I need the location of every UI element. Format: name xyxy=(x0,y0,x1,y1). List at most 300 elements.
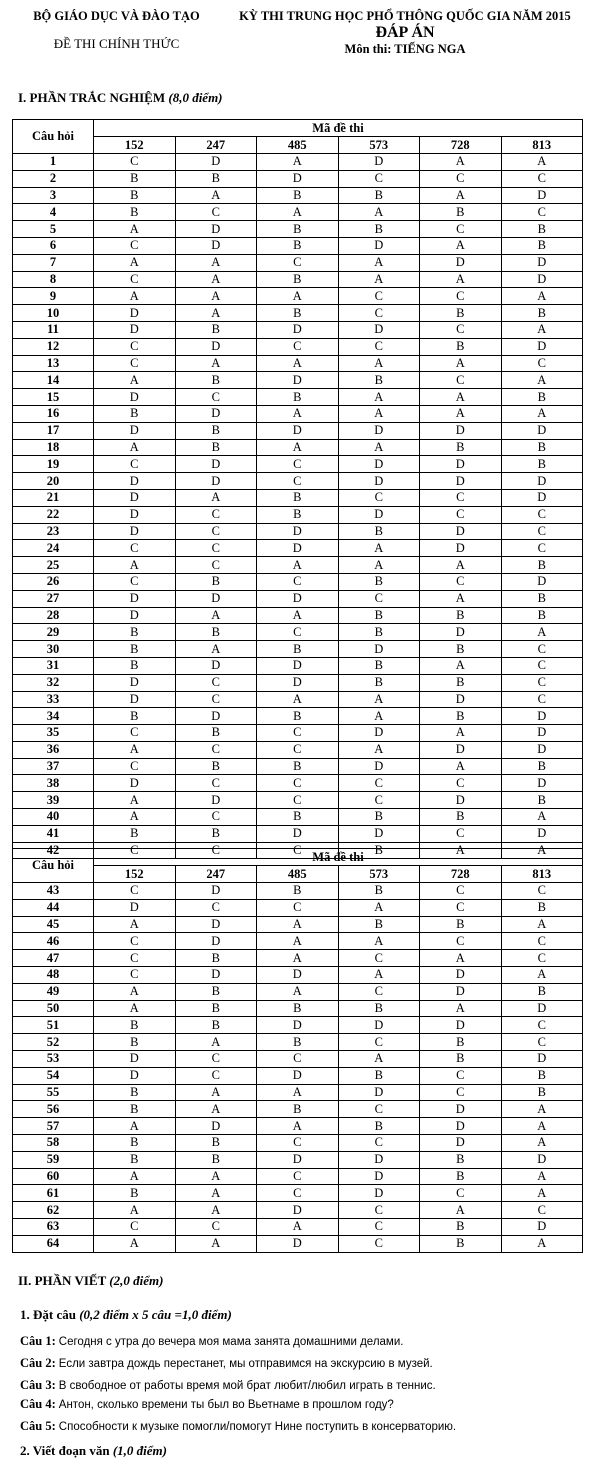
answer-cell: B xyxy=(420,708,502,725)
table-row xyxy=(13,825,583,842)
answer-cell: A xyxy=(420,154,502,171)
answer-cell: C xyxy=(420,899,502,916)
answer-cell: C xyxy=(338,1101,420,1118)
table-row xyxy=(13,1235,583,1252)
question-number: 21 xyxy=(13,489,94,506)
answer-cell: B xyxy=(338,809,420,826)
answer-cell: A xyxy=(175,1235,257,1252)
answer-cell: A xyxy=(420,271,502,288)
answer-cell: B xyxy=(420,1034,502,1051)
answer-cell: D xyxy=(257,422,339,439)
answer-cell: A xyxy=(338,254,420,271)
answer-cell: D xyxy=(420,540,502,557)
answer-cell: D xyxy=(501,775,583,792)
answer-cell: C xyxy=(94,1218,176,1235)
question-number: 64 xyxy=(13,1235,94,1252)
answer-cell: C xyxy=(257,899,339,916)
question-number: 16 xyxy=(13,405,94,422)
answer-cell: D xyxy=(338,473,420,490)
answer-cell: C xyxy=(257,1168,339,1185)
answer-cell: A xyxy=(175,187,257,204)
answer-cell: C xyxy=(501,355,583,372)
answer-cell: C xyxy=(420,288,502,305)
question-number: 28 xyxy=(13,607,94,624)
answer-cell: A xyxy=(94,916,176,933)
answer-cell: C xyxy=(501,1034,583,1051)
answer-cell: C xyxy=(94,966,176,983)
section2-points: (2,0 điểm) xyxy=(109,1273,164,1288)
answer-cell: B xyxy=(175,1017,257,1034)
answer-cell: C xyxy=(257,842,339,859)
answer-cell: A xyxy=(338,204,420,221)
answer-cell: D xyxy=(175,883,257,900)
question-number: 52 xyxy=(13,1034,94,1051)
table-row xyxy=(13,933,583,950)
answer-cell: A xyxy=(257,405,339,422)
answer-cell: B xyxy=(338,523,420,540)
answer-cell: A xyxy=(94,1235,176,1252)
answer-cell: B xyxy=(338,1000,420,1017)
code-header-cell: 485 xyxy=(257,866,339,883)
answer-cell: C xyxy=(94,933,176,950)
answer-cell: B xyxy=(257,1034,339,1051)
answer-cell: B xyxy=(94,624,176,641)
question-number: 34 xyxy=(13,708,94,725)
table-row xyxy=(13,422,583,439)
answer-cell: D xyxy=(338,1017,420,1034)
question-number: 45 xyxy=(13,916,94,933)
answer-cell: C xyxy=(501,506,583,523)
answer-cell: B xyxy=(175,573,257,590)
answer-cell: C xyxy=(338,338,420,355)
answer-cell: B xyxy=(501,1084,583,1101)
table-row xyxy=(13,624,583,641)
answer-cell: A xyxy=(257,1084,339,1101)
answer-cell: A xyxy=(501,809,583,826)
table-row xyxy=(13,916,583,933)
answer-cell: A xyxy=(257,691,339,708)
answer-cell: B xyxy=(338,573,420,590)
sentence-item xyxy=(20,1396,595,1415)
section1-points: (8,0 điểm) xyxy=(168,90,223,105)
answer-cell: C xyxy=(338,305,420,322)
answer-cell: C xyxy=(257,775,339,792)
table-row xyxy=(13,389,583,406)
answer-cell: A xyxy=(94,557,176,574)
table-row xyxy=(13,1101,583,1118)
answer-cell: C xyxy=(175,557,257,574)
question-number: 43 xyxy=(13,883,94,900)
answer-cell: A xyxy=(257,154,339,171)
question-number: 2 xyxy=(13,170,94,187)
question-number: 50 xyxy=(13,1000,94,1017)
answer-cell: B xyxy=(175,950,257,967)
answer-cell: B xyxy=(94,187,176,204)
answer-cell: B xyxy=(257,1101,339,1118)
answer-cell: C xyxy=(94,950,176,967)
table-row xyxy=(13,691,583,708)
answer-cell: A xyxy=(94,1168,176,1185)
answer-cell: C xyxy=(94,271,176,288)
question-number: 30 xyxy=(13,641,94,658)
answer-cell: D xyxy=(94,899,176,916)
answer-cell: D xyxy=(175,590,257,607)
answer-cell: C xyxy=(338,792,420,809)
answer-cell: B xyxy=(94,1151,176,1168)
table-row xyxy=(13,221,583,238)
question-number: 35 xyxy=(13,725,94,742)
answer-cell: A xyxy=(420,389,502,406)
answer-cell: D xyxy=(501,271,583,288)
answer-cell: B xyxy=(420,204,502,221)
section2-heading xyxy=(18,1273,163,1289)
answer-cell: D xyxy=(94,691,176,708)
answer-cell: B xyxy=(501,221,583,238)
answer-cell: D xyxy=(94,1067,176,1084)
answer-cell: C xyxy=(420,321,502,338)
table-row xyxy=(13,506,583,523)
answer-cell: D xyxy=(257,590,339,607)
question-number: 56 xyxy=(13,1101,94,1118)
answer-rows-part1 xyxy=(13,154,583,859)
question-number: 1 xyxy=(13,154,94,171)
question-number: 47 xyxy=(13,950,94,967)
answer-cell: B xyxy=(175,725,257,742)
answer-cell: D xyxy=(420,473,502,490)
answer-cell: D xyxy=(501,725,583,742)
question-number: 5 xyxy=(13,221,94,238)
answer-cell: D xyxy=(175,154,257,171)
answer-cell: C xyxy=(338,1134,420,1151)
answer-cell: B xyxy=(257,809,339,826)
answer-cell: D xyxy=(257,1151,339,1168)
answer-cell: A xyxy=(175,355,257,372)
question-number: 24 xyxy=(13,540,94,557)
answer-cell: A xyxy=(501,1118,583,1135)
code-header-cell: 152 xyxy=(94,866,176,883)
answer-cell: D xyxy=(175,933,257,950)
answer-cell: B xyxy=(257,506,339,523)
answer-cell: C xyxy=(338,288,420,305)
answer-cell: D xyxy=(338,1084,420,1101)
answer-cell: C xyxy=(501,1017,583,1034)
answer-cell: C xyxy=(94,725,176,742)
answer-cell: C xyxy=(94,338,176,355)
section2-title: II. PHẦN VIẾT xyxy=(18,1273,107,1288)
answer-cell: B xyxy=(175,758,257,775)
answer-cell: B xyxy=(257,708,339,725)
answer-cell: B xyxy=(175,1000,257,1017)
table-row xyxy=(13,809,583,826)
question-number: 13 xyxy=(13,355,94,372)
question-number: 32 xyxy=(13,674,94,691)
answer-cell: D xyxy=(175,405,257,422)
answer-cell: B xyxy=(257,489,339,506)
answer-cell: A xyxy=(257,950,339,967)
answer-cell: A xyxy=(175,305,257,322)
answer-cell: C xyxy=(501,170,583,187)
answer-cell: A xyxy=(338,966,420,983)
answer-cell: B xyxy=(257,305,339,322)
question-number: 20 xyxy=(13,473,94,490)
answer-cell: A xyxy=(257,288,339,305)
answer-cell: D xyxy=(501,473,583,490)
answer-cell: D xyxy=(501,187,583,204)
table-row xyxy=(13,1034,583,1051)
answer-cell: D xyxy=(257,1017,339,1034)
sentence-label: Câu 4: xyxy=(20,1397,56,1411)
question-number: 38 xyxy=(13,775,94,792)
answer-cell: B xyxy=(420,641,502,658)
answer-cell: C xyxy=(420,489,502,506)
answer-cell: D xyxy=(175,338,257,355)
answer-cell: A xyxy=(175,1185,257,1202)
answer-cell: D xyxy=(94,590,176,607)
answer-cell: A xyxy=(257,1118,339,1135)
answer-cell: C xyxy=(501,657,583,674)
answer-cell: C xyxy=(338,983,420,1000)
answer-cell: C xyxy=(338,489,420,506)
answer-cell: A xyxy=(175,607,257,624)
table-row xyxy=(13,473,583,490)
sentence-label: Câu 1: xyxy=(20,1334,56,1348)
answer-cell: D xyxy=(94,305,176,322)
answer-cell: B xyxy=(420,607,502,624)
answer-cell: B xyxy=(257,641,339,658)
answer-cell: C xyxy=(257,456,339,473)
answer-cell: A xyxy=(420,950,502,967)
answer-cell: D xyxy=(420,624,502,641)
answer-cell: C xyxy=(338,950,420,967)
question-number: 63 xyxy=(13,1218,94,1235)
answer-cell: B xyxy=(501,305,583,322)
answer-cell: A xyxy=(501,405,583,422)
sentence-item xyxy=(20,1355,595,1377)
answer-cell: B xyxy=(257,883,339,900)
answer-cell: C xyxy=(175,775,257,792)
answer-cell: C xyxy=(420,825,502,842)
table-row xyxy=(13,1168,583,1185)
answer-cell: A xyxy=(175,489,257,506)
table-row xyxy=(13,775,583,792)
question-number: 46 xyxy=(13,933,94,950)
answer-cell: A xyxy=(94,1202,176,1219)
code-header-cell: 813 xyxy=(501,866,583,883)
table-row xyxy=(13,439,583,456)
answer-cell: B xyxy=(94,657,176,674)
answer-cell: A xyxy=(338,933,420,950)
answer-cell: B xyxy=(501,237,583,254)
answer-cell: C xyxy=(94,355,176,372)
answer-cell: C xyxy=(501,641,583,658)
question-number: 3 xyxy=(13,187,94,204)
answer-cell: D xyxy=(257,321,339,338)
code-header: Mã đề thi xyxy=(94,849,583,866)
table-row xyxy=(13,1050,583,1067)
answer-cell: C xyxy=(257,473,339,490)
table-row xyxy=(13,321,583,338)
code-header-cell: 573 xyxy=(338,137,420,154)
answer-cell: B xyxy=(501,899,583,916)
answer-cell: A xyxy=(338,439,420,456)
answer-cell: D xyxy=(257,1235,339,1252)
answer-cell: A xyxy=(175,1084,257,1101)
answer-cell: B xyxy=(338,221,420,238)
question-number: 18 xyxy=(13,439,94,456)
answer-cell: C xyxy=(94,758,176,775)
answer-cell: D xyxy=(257,674,339,691)
answer-cell: B xyxy=(175,170,257,187)
sub1-points: (0,2 điểm x 5 câu =1,0 điểm) xyxy=(79,1307,232,1322)
answer-cell: C xyxy=(175,540,257,557)
table-row xyxy=(13,1017,583,1034)
sentence-text: Если завтра дождь перестанет, мы отправимся на экскурсию в музей. xyxy=(58,1358,433,1370)
answer-cell: D xyxy=(420,422,502,439)
question-number: 14 xyxy=(13,372,94,389)
answer-cell: B xyxy=(420,674,502,691)
answer-cell: D xyxy=(175,456,257,473)
answer-cell: B xyxy=(257,237,339,254)
answer-cell: B xyxy=(338,674,420,691)
answer-cell: C xyxy=(175,389,257,406)
code-header-cell: 573 xyxy=(338,866,420,883)
code-header-cell: 813 xyxy=(501,137,583,154)
answer-cell: B xyxy=(501,1067,583,1084)
answer-cell: A xyxy=(420,725,502,742)
question-number: 59 xyxy=(13,1151,94,1168)
answer-cell: D xyxy=(420,456,502,473)
answer-cell: D xyxy=(338,506,420,523)
question-number: 15 xyxy=(13,389,94,406)
answer-cell: D xyxy=(257,372,339,389)
exam-title: KỲ THI TRUNG HỌC PHỔ THÔNG QUỐC GIA NĂM 2015 xyxy=(239,9,571,23)
table-row xyxy=(13,271,583,288)
answer-cell: D xyxy=(175,237,257,254)
answer-cell: D xyxy=(338,321,420,338)
answer-cell: A xyxy=(501,154,583,171)
table-row xyxy=(13,557,583,574)
answer-cell: A xyxy=(420,1000,502,1017)
table-row xyxy=(13,237,583,254)
answer-cell: A xyxy=(501,1101,583,1118)
answer-cell: A xyxy=(94,983,176,1000)
table-row xyxy=(13,204,583,221)
answer-cell: D xyxy=(338,237,420,254)
answer-cell: A xyxy=(420,237,502,254)
table-row xyxy=(13,966,583,983)
answer-cell: C xyxy=(257,1185,339,1202)
table-row xyxy=(13,1000,583,1017)
answer-cell: B xyxy=(94,1084,176,1101)
answer-cell: C xyxy=(257,573,339,590)
table-row xyxy=(13,154,583,171)
answer-cell: C xyxy=(501,204,583,221)
answer-cell: A xyxy=(94,372,176,389)
answer-cell: A xyxy=(501,624,583,641)
answer-cell: B xyxy=(338,842,420,859)
answer-cell: C xyxy=(501,1202,583,1219)
answer-cell: B xyxy=(94,1185,176,1202)
answer-cell: A xyxy=(175,641,257,658)
answer-cell: A xyxy=(338,741,420,758)
answer-cell: A xyxy=(257,916,339,933)
answer-cell: D xyxy=(338,725,420,742)
answer-cell: D xyxy=(175,221,257,238)
sentence-item xyxy=(20,1418,595,1440)
answer-cell: C xyxy=(338,590,420,607)
answer-cell: D xyxy=(501,741,583,758)
answer-cell: C xyxy=(175,674,257,691)
answer-cell: C xyxy=(94,883,176,900)
answer-cell: D xyxy=(175,473,257,490)
question-number: 42 xyxy=(13,842,94,859)
answer-cell: C xyxy=(175,691,257,708)
code-header-cell: 728 xyxy=(420,866,502,883)
answer-cell: C xyxy=(94,456,176,473)
question-number: 54 xyxy=(13,1067,94,1084)
answer-cell: D xyxy=(257,523,339,540)
answer-cell: B xyxy=(420,809,502,826)
answer-cell: D xyxy=(420,1101,502,1118)
answer-cell: B xyxy=(420,1151,502,1168)
answer-cell: C xyxy=(175,809,257,826)
answer-cell: D xyxy=(501,338,583,355)
table-row xyxy=(13,883,583,900)
answer-cell: A xyxy=(338,1050,420,1067)
answer-cell: A xyxy=(94,288,176,305)
answer-cell: C xyxy=(501,674,583,691)
question-number: 55 xyxy=(13,1084,94,1101)
answer-cell: A xyxy=(338,271,420,288)
answer-cell: D xyxy=(175,792,257,809)
answer-cell: B xyxy=(94,708,176,725)
answer-cell: C xyxy=(420,1084,502,1101)
question-number: 26 xyxy=(13,573,94,590)
answer-cell: D xyxy=(338,1185,420,1202)
table-row xyxy=(13,1067,583,1084)
answer-cell: C xyxy=(257,792,339,809)
table-row xyxy=(13,456,583,473)
answer-cell: A xyxy=(338,691,420,708)
answer-cell: D xyxy=(420,966,502,983)
answer-cell: D xyxy=(420,1134,502,1151)
code-header: Mã đề thi xyxy=(94,120,583,137)
answer-cell: C xyxy=(257,1134,339,1151)
question-number: 17 xyxy=(13,422,94,439)
answer-cell: B xyxy=(257,187,339,204)
answer-cell: C xyxy=(175,204,257,221)
answer-cell: C xyxy=(420,1067,502,1084)
answer-cell: A xyxy=(501,372,583,389)
answer-cell: B xyxy=(94,1017,176,1034)
answer-cell: C xyxy=(94,154,176,171)
sentence-label: Câu 2: xyxy=(20,1356,56,1370)
table-row xyxy=(13,708,583,725)
answer-cell: C xyxy=(257,725,339,742)
answer-cell: D xyxy=(501,254,583,271)
answer-cell: B xyxy=(501,557,583,574)
answer-cell: B xyxy=(175,321,257,338)
question-number: 6 xyxy=(13,237,94,254)
answer-cell: D xyxy=(501,573,583,590)
answer-cell: D xyxy=(501,489,583,506)
answer-cell: A xyxy=(175,1202,257,1219)
section1-title: I. PHẦN TRẮC NGHIỆM xyxy=(18,90,166,105)
answer-cell: A xyxy=(175,288,257,305)
answer-cell: D xyxy=(501,708,583,725)
answer-cell: A xyxy=(501,1185,583,1202)
answer-cell: C xyxy=(501,540,583,557)
